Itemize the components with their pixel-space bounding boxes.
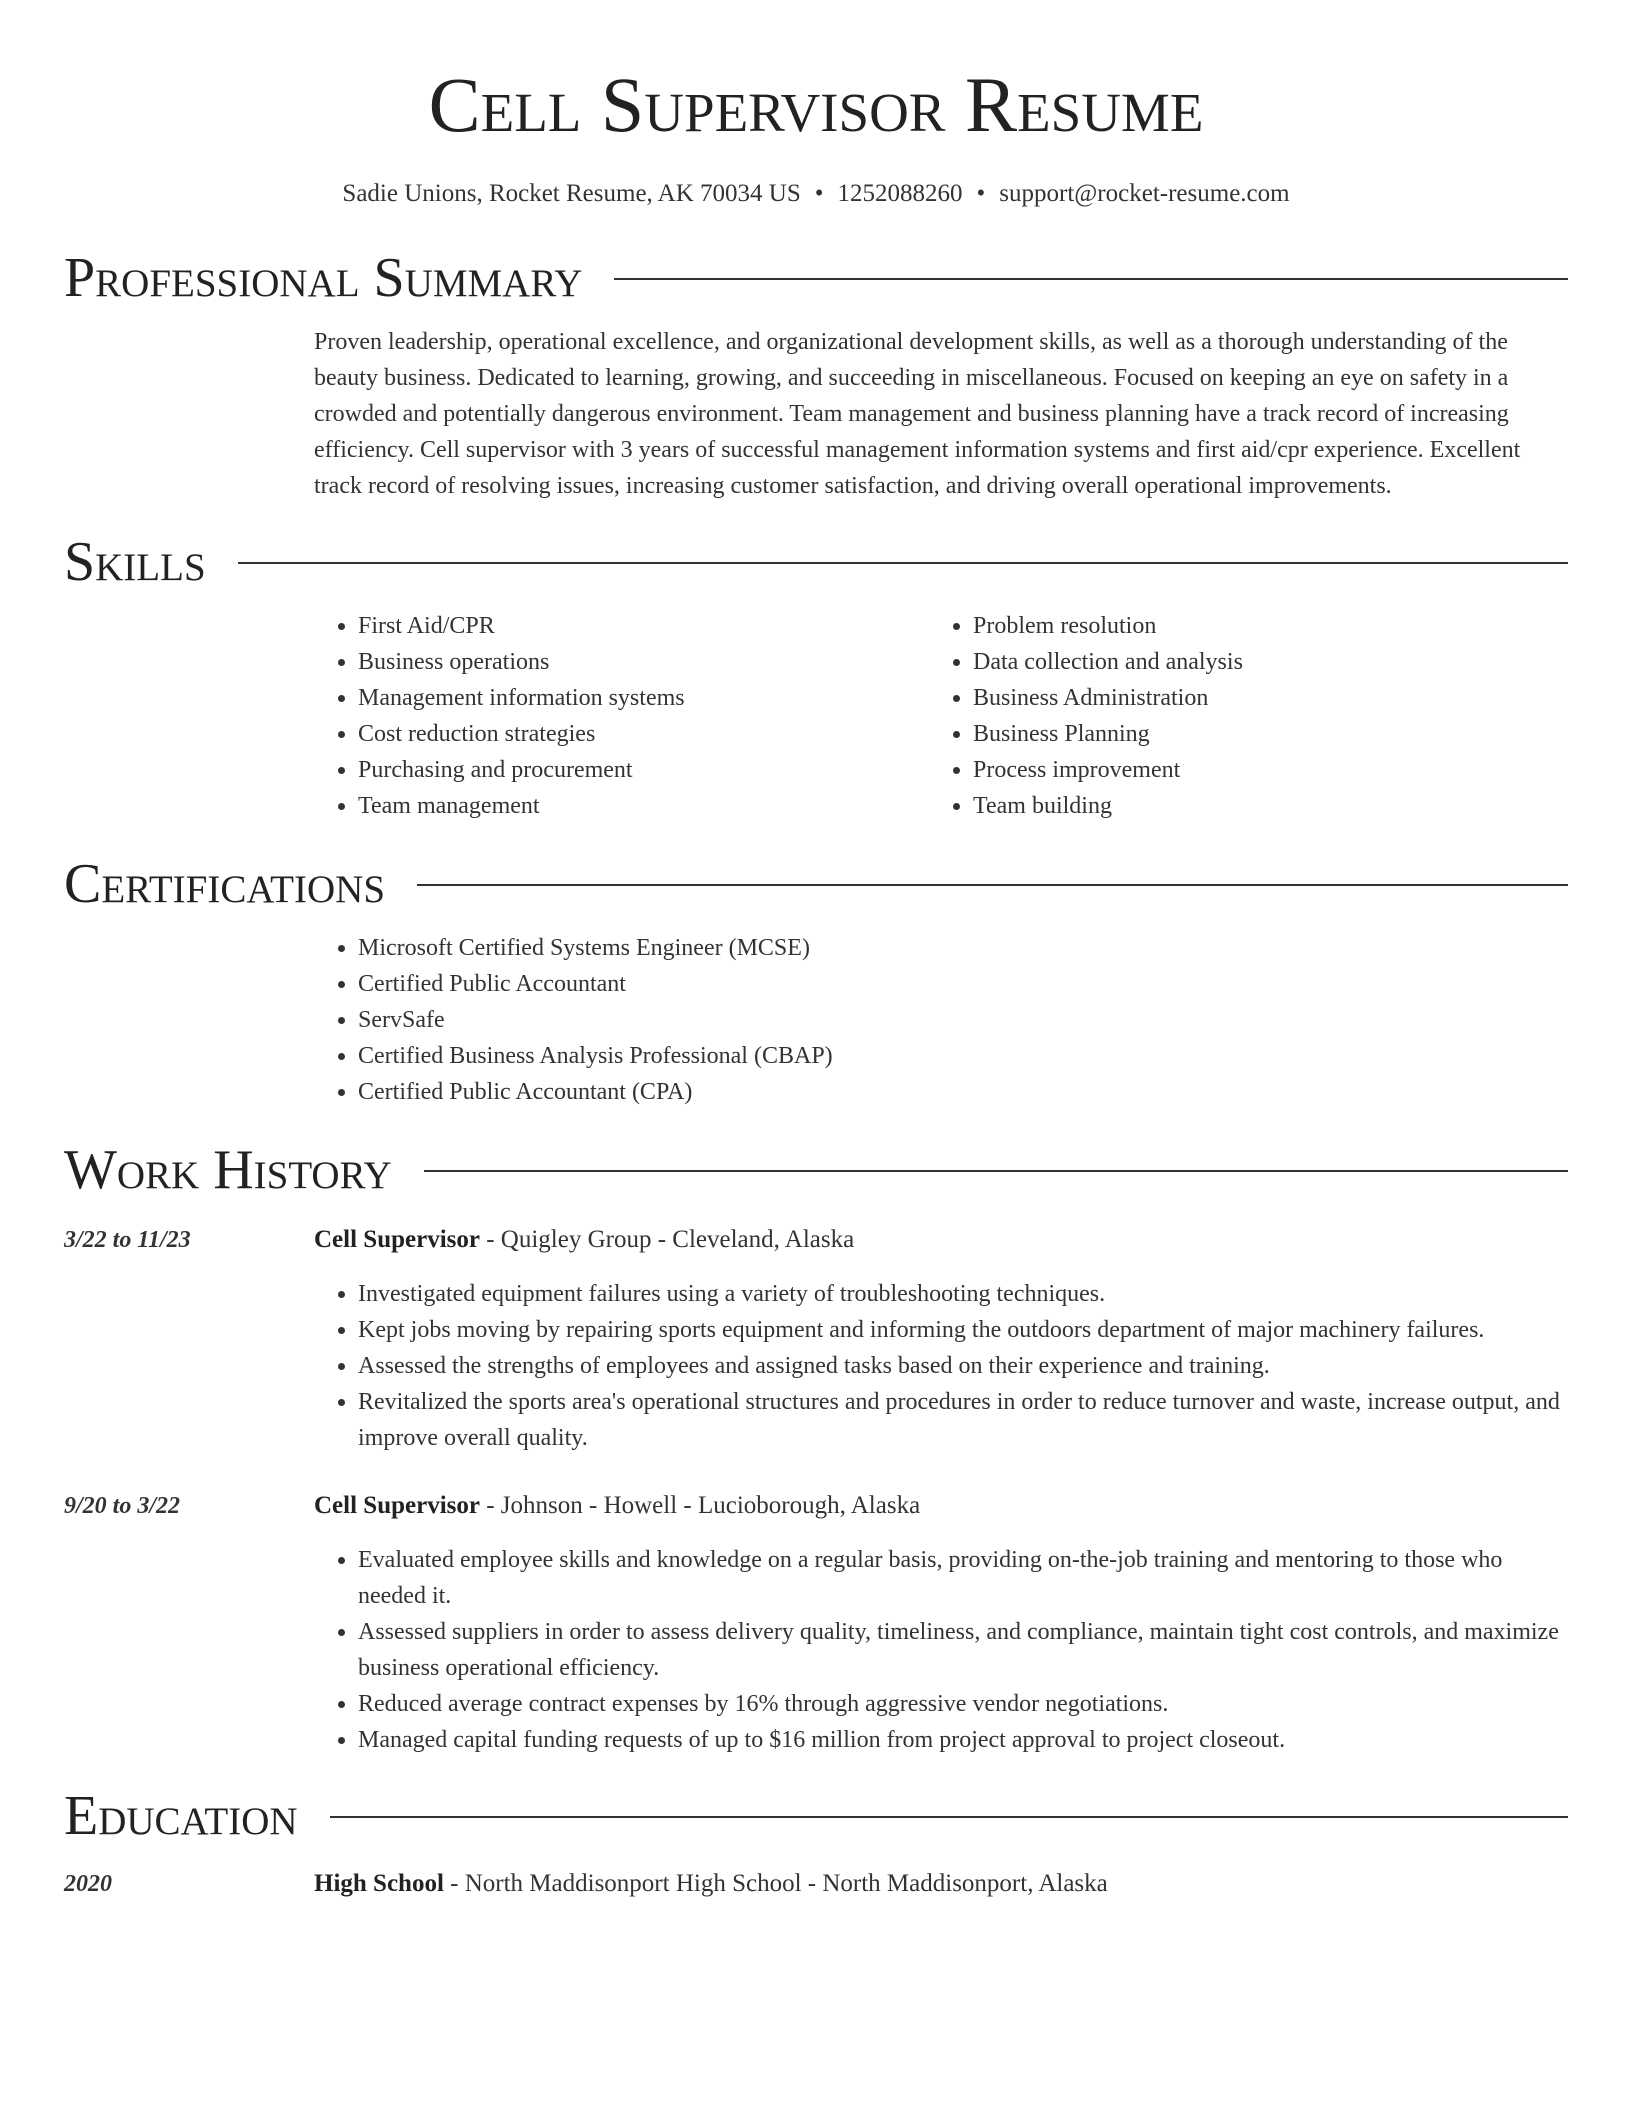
job-employer: - Johnson - Howell - Lucioborough, Alaska [479, 1492, 921, 1519]
certification-item: • Certified Public Accountant [358, 966, 1568, 1002]
work-history-section-header [64, 1138, 1568, 1202]
job-bullet: • Investigated equipment failures using a variety of troubleshooting techniques. [358, 1276, 1568, 1312]
skill-item: • Cost reduction strategies [358, 716, 929, 752]
certifications-section-header [64, 852, 1568, 916]
education-degree: High School [314, 1870, 444, 1897]
job-role: Cell Supervisor [314, 1226, 480, 1253]
resume-title: Cell Supervisor Resume [428, 61, 1204, 148]
skills-section-header [64, 530, 1568, 594]
certifications-heading: Certifications [64, 853, 386, 915]
education-year: 2020 [64, 1871, 112, 1897]
contact-address: Sadie Unions, Rocket Resume, AK 70034 US [342, 180, 801, 207]
skill-item: • Team management [358, 788, 929, 824]
education-heading: Education [64, 1785, 298, 1847]
job-entry [64, 1222, 1568, 1456]
job-dates: 9/20 to 3/22 [64, 1493, 181, 1519]
skill-item: • First Aid/CPR [358, 608, 929, 644]
certification-item: • Certified Business Analysis Professional (CBAP) [358, 1038, 1568, 1074]
certification-item: • Certified Public Accountant (CPA) [358, 1074, 1568, 1110]
job-bullet: • Reduced average contract expenses by 16% through aggressive vendor negotiations. [358, 1686, 1568, 1722]
section-divider [417, 884, 1568, 886]
skills-columns [314, 608, 1568, 824]
job-bullet: • Evaluated employee skills and knowledge on a regular basis, providing on-the-job training and mentoring to those who needed it. [358, 1542, 1568, 1614]
skill-item: • Team building [973, 788, 1544, 824]
contact-phone: 1252088260 [837, 180, 963, 207]
skills-column-left [314, 608, 929, 824]
education-school: - North Maddisonport High School - North Maddisonport, Alaska [443, 1870, 1108, 1897]
certification-item: • Microsoft Certified Systems Engineer (MCSE) [358, 930, 1568, 966]
section-divider [238, 562, 1568, 564]
section-divider [614, 278, 1568, 280]
education-section-header [64, 1784, 1568, 1848]
skill-item: • Management information systems [358, 680, 929, 716]
work-history-heading: Work History [64, 1139, 392, 1201]
summary-heading: Professional Summary [64, 247, 583, 309]
job-bullet: • Assessed the strengths of employees and assigned tasks based on their experience and training. [358, 1348, 1568, 1384]
job-detail [314, 1222, 1568, 1456]
contact-line [64, 178, 1568, 210]
education-heading-line [314, 1866, 1568, 1902]
skill-item: • Data collection and analysis [973, 644, 1544, 680]
contact-email: support@rocket-resume.com [999, 180, 1290, 207]
job-bullet: • Kept jobs moving by repairing sports equipment and informing the outdoors department of major machinery failures. [358, 1312, 1568, 1348]
contact-separator: • [814, 180, 824, 207]
skill-item: • Purchasing and procurement [358, 752, 929, 788]
education-detail [314, 1866, 1568, 1902]
skill-item: • Business Planning [973, 716, 1544, 752]
job-bullet: • Revitalized the sports area's operational structures and procedures in order to reduce turnover and waste, increase output, and improve overall quality. [358, 1384, 1568, 1456]
job-bullets [314, 1276, 1568, 1456]
job-bullets [314, 1542, 1568, 1758]
job-entry [64, 1488, 1568, 1758]
job-role: Cell Supervisor [314, 1492, 480, 1519]
certifications-list [314, 930, 1568, 1110]
skill-item: • Business Administration [973, 680, 1544, 716]
certification-item: • ServSafe [358, 1002, 1568, 1038]
job-bullet: • Assessed suppliers in order to assess delivery quality, timeliness, and compliance, maintain tight cost controls, and maximize business operational efficiency. [358, 1614, 1568, 1686]
job-heading [314, 1222, 1568, 1258]
skills-column-right [929, 608, 1544, 824]
section-divider [424, 1170, 1568, 1172]
summary-text: Proven leadership, operational excellence, and organizational development skills, as well as a thorough understanding of the beauty business. Dedicated to learning, growing, and succeeding in miscellaneous. Focused on keeping an eye on safety in a crowded and potentially dangerous environment. Team management and business planning have a track record of increasing efficiency. Cell supervisor with 3 years of successful management information systems and first aid/cpr experience. Excellent track record of resolving issues, increasing customer satisfaction, and driving overall operational improvements. [314, 329, 1521, 499]
job-employer: - Quigley Group - Cleveland, Alaska [479, 1226, 855, 1253]
skill-item: • Business operations [358, 644, 929, 680]
resume-page [64, 0, 1568, 1902]
skill-item: • Process improvement [973, 752, 1544, 788]
job-dates: 3/22 to 11/23 [64, 1227, 191, 1253]
job-heading [314, 1488, 1568, 1524]
skills-heading: Skills [64, 531, 206, 593]
education-entry [64, 1866, 1568, 1902]
section-divider [330, 1816, 1568, 1818]
skill-item: • Problem resolution [973, 608, 1544, 644]
contact-separator: • [976, 180, 986, 207]
job-bullet: • Managed capital funding requests of up to $16 million from project approval to project closeout. [358, 1722, 1568, 1758]
job-detail [314, 1488, 1568, 1758]
summary-section-header [64, 246, 1568, 310]
